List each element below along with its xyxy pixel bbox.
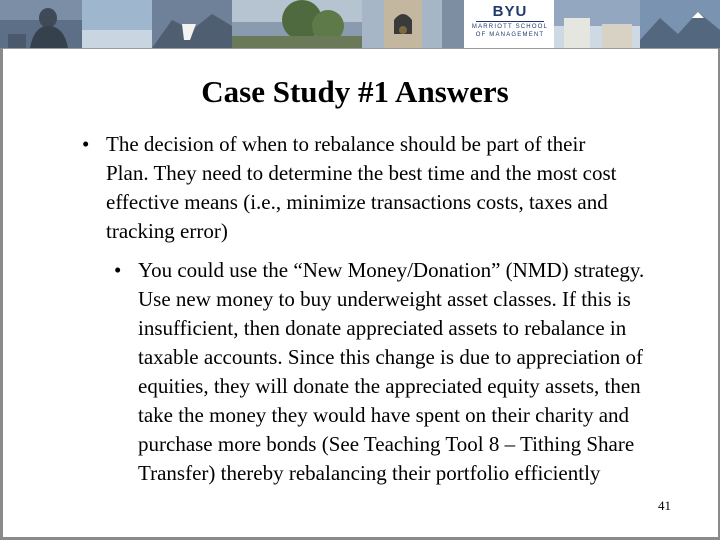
slide-title: Case Study #1 Answers — [201, 74, 509, 109]
logo-line-2: OF MANAGEMENT — [475, 32, 545, 38]
bullet-1-text: The decision of when to rebalance should be part of their Plan. They need to determine the best time and the most cost effective means (i.e., minimize transactions costs, taxes and tracking error) — [106, 132, 617, 243]
header-banner — [0, 0, 720, 48]
banner-photo-statue — [0, 0, 82, 48]
banner-divider — [0, 48, 720, 49]
logo-rule — [476, 21, 544, 22]
banner-photo-strip — [442, 0, 464, 48]
banner-photo-bell-tower — [362, 0, 442, 48]
page-number: 41 — [658, 498, 671, 513]
banner-photo-y-mountain — [152, 0, 232, 48]
logo-mark: BYU — [492, 3, 528, 20]
banner-photo-campus — [554, 0, 640, 48]
banner-photo-sky — [82, 0, 152, 48]
banner-photo-tree — [232, 0, 362, 48]
bullet-2-text: You could use the “New Money/Donation” (NMD) strategy. Use new money to buy underweight asset classes. If this is insufficient, then donate appreciated assets to rebalance in taxable accounts. Since this change is due to appreciation of equities, they will donate the appreciated equity assets, then take the money they would have spent on their charity and purchase more bonds (See Teaching Tool 8 – Tithing Share Transfer) thereby rebalancing their portfolio efficiently — [138, 258, 645, 485]
bullet-2-marker: • — [114, 258, 122, 282]
banner-photo-mountains — [640, 0, 720, 48]
bullet-1-marker: • — [82, 132, 90, 156]
byu-marriott-logo — [470, 4, 550, 44]
slide-frame-left — [0, 48, 3, 540]
logo-line-1: MARRIOTT SCHOOL — [471, 24, 549, 30]
